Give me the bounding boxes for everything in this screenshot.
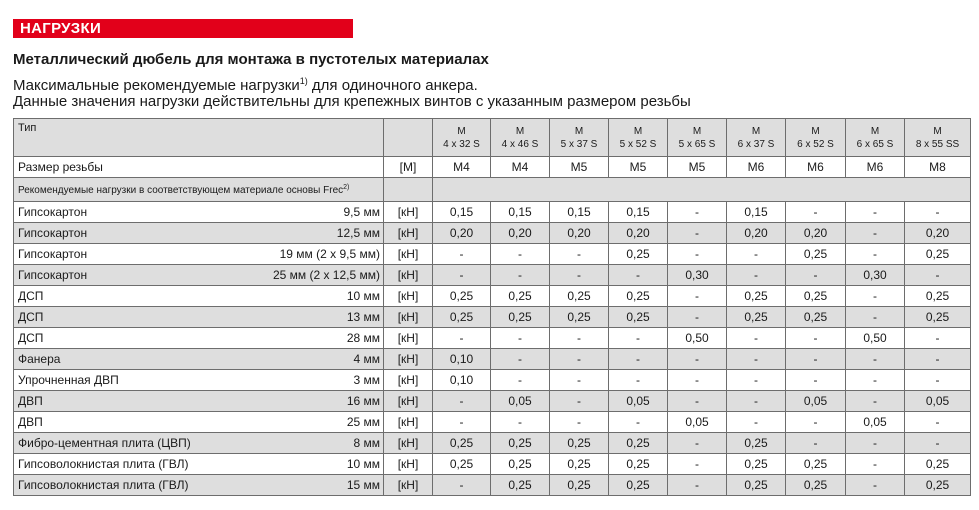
material-thickness: 15 мм (346, 478, 380, 492)
load-value: 0,05 (786, 391, 846, 412)
load-value: - (786, 412, 846, 433)
load-value: - (668, 202, 727, 223)
material-cell (14, 475, 384, 496)
load-unit: [кН] (384, 349, 433, 370)
material-name: Гипсокартон (18, 268, 88, 282)
load-value: - (727, 265, 786, 286)
material-thickness: 12,5 мм (336, 226, 380, 240)
footnote-marker-2: 2) (343, 184, 350, 191)
banner-title: НАГРУЗКИ (20, 20, 102, 37)
material-cell (14, 391, 384, 412)
load-table (13, 118, 971, 496)
material-cell (14, 223, 384, 244)
load-unit: [кН] (384, 223, 433, 244)
load-value: 0,25 (727, 454, 786, 475)
product-size: 8 x 55 SS (915, 138, 960, 150)
product-header (727, 119, 786, 157)
page-title: Металлический дюбель для монтажа в пустотелых материалах (13, 51, 489, 68)
load-unit: [кН] (384, 286, 433, 307)
table-row (14, 202, 971, 223)
table-row (14, 454, 971, 475)
load-value: - (491, 244, 550, 265)
material-thickness: 13 мм (346, 310, 380, 324)
load-value: 0,25 (491, 475, 550, 496)
material-name: Гипсоволокнистая плита (ГВЛ) (18, 478, 189, 492)
load-value: 0,05 (609, 391, 668, 412)
load-value: 0,05 (905, 391, 971, 412)
load-value: 0,25 (786, 286, 846, 307)
load-value: 0,25 (491, 433, 550, 454)
product-series: M (751, 125, 761, 137)
product-series: M (633, 125, 643, 137)
thread-size: M4 (433, 157, 491, 178)
product-series: M (933, 125, 942, 137)
load-value: 0,25 (905, 244, 971, 265)
load-value: - (786, 202, 846, 223)
load-value: - (609, 265, 668, 286)
material-thickness: 25 мм (2 x 12,5 мм) (272, 268, 380, 282)
thread-size: M8 (905, 157, 971, 178)
load-value: - (846, 433, 905, 454)
thread-size: M6 (846, 157, 905, 178)
product-size: 6 x 37 S (737, 138, 775, 150)
product-series: M (574, 125, 584, 137)
load-value: - (433, 391, 491, 412)
product-series: M (692, 125, 702, 137)
material-cell (14, 307, 384, 328)
material-cell (14, 349, 384, 370)
product-size: 5 x 52 S (619, 138, 657, 150)
load-value: 0,05 (846, 412, 905, 433)
load-value: - (668, 370, 727, 391)
load-value: 0,10 (433, 370, 491, 391)
material-name: ДСП (18, 289, 44, 303)
load-value: - (433, 328, 491, 349)
load-value: - (433, 244, 491, 265)
load-value: 0,10 (433, 349, 491, 370)
load-value: - (786, 328, 846, 349)
load-value: - (727, 244, 786, 265)
load-unit: [кН] (384, 307, 433, 328)
load-value: 0,05 (668, 412, 727, 433)
material-cell (14, 454, 384, 475)
material-name: Гипсоволокнистая плита (ГВЛ) (18, 457, 189, 471)
load-value: 0,25 (786, 244, 846, 265)
material-thickness: 3 мм (353, 373, 380, 387)
thread-size: M6 (786, 157, 846, 178)
load-value: - (491, 412, 550, 433)
section-banner (13, 19, 353, 38)
load-value: - (491, 265, 550, 286)
thread-size: M4 (491, 157, 550, 178)
load-value: 0,25 (786, 454, 846, 475)
load-value: 0,50 (668, 328, 727, 349)
material-name: Упрочненная ДВП (18, 373, 119, 387)
product-size: 6 x 52 S (797, 138, 834, 150)
load-value: - (905, 202, 971, 223)
product-size: 5 x 65 S (678, 138, 716, 150)
table-row (14, 265, 971, 286)
product-series: M (870, 125, 880, 137)
load-value: - (491, 328, 550, 349)
table-row (14, 286, 971, 307)
material-name: ДВП (18, 415, 43, 429)
load-value: 0,25 (550, 475, 609, 496)
load-value: 0,25 (727, 307, 786, 328)
load-value: - (727, 412, 786, 433)
load-unit: [кН] (384, 412, 433, 433)
load-unit: [кН] (384, 328, 433, 349)
product-size: 4 x 46 S (501, 138, 539, 150)
material-cell (14, 286, 384, 307)
load-value: - (786, 433, 846, 454)
table-row (14, 433, 971, 454)
load-value: 0,25 (727, 286, 786, 307)
load-value: - (433, 265, 491, 286)
load-value: - (668, 391, 727, 412)
type-header: Тип (14, 119, 384, 157)
product-header (905, 119, 971, 157)
header-row (14, 119, 971, 157)
load-value: 0,20 (433, 223, 491, 244)
load-value: - (846, 454, 905, 475)
load-value: 0,15 (727, 202, 786, 223)
load-value: 0,15 (433, 202, 491, 223)
material-thickness: 9,5 мм (343, 205, 380, 219)
load-value: - (550, 244, 609, 265)
load-value: 0,25 (905, 307, 971, 328)
product-header (846, 119, 905, 157)
load-value: - (550, 328, 609, 349)
section-note-unit-empty (384, 178, 433, 202)
material-thickness: 25 мм (346, 415, 380, 429)
load-unit: [кН] (384, 391, 433, 412)
load-value: 0,25 (491, 286, 550, 307)
material-cell (14, 265, 384, 286)
load-value: 0,25 (727, 475, 786, 496)
material-cell (14, 202, 384, 223)
load-value: 0,20 (491, 223, 550, 244)
material-thickness: 16 мм (346, 394, 380, 408)
load-value: 0,25 (491, 454, 550, 475)
load-value: - (433, 412, 491, 433)
load-value: - (550, 370, 609, 391)
material-name: Гипсокартон (18, 205, 88, 219)
thread-row (14, 157, 971, 178)
load-value: - (668, 223, 727, 244)
load-value: - (846, 475, 905, 496)
load-value: - (727, 391, 786, 412)
validity-note: Данные значения нагрузки действительны для крепежных винтов с указанным размером резьбы (13, 93, 691, 110)
load-value: - (846, 223, 905, 244)
product-series: M (457, 125, 466, 137)
load-value: - (550, 391, 609, 412)
load-value: 0,25 (433, 307, 491, 328)
product-header (550, 119, 609, 157)
material-name: ДСП (18, 331, 44, 345)
load-value: - (905, 328, 971, 349)
load-value: 0,25 (550, 307, 609, 328)
load-value: - (609, 412, 668, 433)
subtitle-text: Максимальные рекомендуемые нагрузки (13, 77, 300, 94)
load-value: - (846, 370, 905, 391)
load-value: 0,20 (727, 223, 786, 244)
load-value: 0,25 (609, 286, 668, 307)
load-value: - (668, 349, 727, 370)
material-name: Фанера (18, 352, 61, 366)
load-value: - (668, 307, 727, 328)
load-value: 0,15 (491, 202, 550, 223)
load-value: 0,25 (550, 454, 609, 475)
load-value: - (433, 475, 491, 496)
thread-size: M5 (668, 157, 727, 178)
load-value: 0,25 (609, 244, 668, 265)
load-value: 0,25 (609, 454, 668, 475)
section-note-text: Рекомендуемые нагрузки в соответствующем материале основы Frec (18, 185, 344, 196)
load-value: - (786, 265, 846, 286)
load-value: 0,25 (433, 286, 491, 307)
load-value: - (491, 349, 550, 370)
load-value: - (846, 202, 905, 223)
section-note (14, 178, 384, 202)
subtitle (13, 72, 478, 95)
load-value: - (668, 433, 727, 454)
load-value: - (609, 328, 668, 349)
load-value: - (727, 328, 786, 349)
load-value: 0,20 (609, 223, 668, 244)
load-value: - (668, 286, 727, 307)
load-value: - (905, 349, 971, 370)
load-value: 0,25 (727, 433, 786, 454)
load-value: 0,25 (609, 307, 668, 328)
load-value: 0,20 (905, 223, 971, 244)
load-unit: [кН] (384, 433, 433, 454)
load-value: - (727, 370, 786, 391)
load-value: 0,25 (491, 307, 550, 328)
product-header (668, 119, 727, 157)
load-value: 0,15 (609, 202, 668, 223)
load-value: 0,25 (905, 475, 971, 496)
load-value: 0,25 (905, 454, 971, 475)
load-value: 0,25 (550, 433, 609, 454)
material-name: Гипсокартон (18, 226, 88, 240)
load-value: - (846, 286, 905, 307)
load-value: 0,25 (905, 286, 971, 307)
load-value: - (550, 412, 609, 433)
load-unit: [кН] (384, 202, 433, 223)
product-header (433, 119, 491, 157)
load-value: - (609, 349, 668, 370)
load-value: 0,30 (846, 265, 905, 286)
material-cell (14, 412, 384, 433)
unit-header-empty (384, 119, 433, 157)
load-unit: [кН] (384, 265, 433, 286)
table-row (14, 223, 971, 244)
product-header (609, 119, 668, 157)
material-cell (14, 328, 384, 349)
table-row (14, 370, 971, 391)
load-unit: [кН] (384, 454, 433, 475)
load-value: 0,25 (609, 475, 668, 496)
material-cell (14, 370, 384, 391)
load-value: - (846, 391, 905, 412)
load-value: 0,15 (550, 202, 609, 223)
section-note-fill (433, 178, 971, 202)
table-row (14, 328, 971, 349)
thread-size: M6 (727, 157, 786, 178)
thread-label: Размер резьбы (14, 157, 384, 178)
product-size: 5 x 37 S (560, 138, 598, 150)
material-name: ДСП (18, 310, 44, 324)
table-row (14, 349, 971, 370)
load-value: - (668, 475, 727, 496)
material-name: Гипсокартон (18, 247, 88, 261)
load-value: - (609, 370, 668, 391)
load-value: - (905, 412, 971, 433)
load-value: 0,20 (786, 223, 846, 244)
section-note-row (14, 178, 971, 202)
table-row (14, 475, 971, 496)
load-value: - (905, 265, 971, 286)
product-size: 6 x 65 S (856, 138, 894, 150)
load-value: 0,25 (550, 286, 609, 307)
load-value: 0,20 (550, 223, 609, 244)
load-value: 0,25 (433, 454, 491, 475)
thread-size: M5 (550, 157, 609, 178)
product-series: M (811, 125, 820, 137)
load-value: - (846, 349, 905, 370)
product-size: 4 x 32 S (443, 138, 480, 150)
product-series: M (515, 125, 525, 137)
material-thickness: 19 мм (2 x 9,5 мм) (279, 247, 380, 261)
load-value: - (668, 454, 727, 475)
load-value: - (846, 244, 905, 265)
material-thickness: 4 мм (353, 352, 380, 366)
load-value: - (550, 349, 609, 370)
product-header (491, 119, 550, 157)
load-value: 0,05 (491, 391, 550, 412)
footnote-marker-1: 1) (299, 76, 308, 86)
material-cell (14, 244, 384, 265)
table-row (14, 244, 971, 265)
material-thickness: 10 мм (346, 457, 380, 471)
material-name: ДВП (18, 394, 43, 408)
load-value: - (668, 244, 727, 265)
load-value: - (550, 265, 609, 286)
load-value: - (786, 370, 846, 391)
table-row (14, 307, 971, 328)
load-unit: [кН] (384, 244, 433, 265)
product-header (786, 119, 846, 157)
load-value: 0,30 (668, 265, 727, 286)
load-value: 0,25 (786, 475, 846, 496)
load-value: 0,25 (433, 433, 491, 454)
load-unit: [кН] (384, 475, 433, 496)
material-name: Фибро-цементная плита (ЦВП) (18, 436, 191, 450)
load-value: 0,50 (846, 328, 905, 349)
material-thickness: 28 мм (346, 331, 380, 345)
load-value: 0,25 (609, 433, 668, 454)
material-thickness: 10 мм (346, 289, 380, 303)
table-row (14, 412, 971, 433)
thread-unit: [М] (384, 157, 433, 178)
subtitle-tail: для одиночного анкера. (307, 77, 478, 94)
material-thickness: 8 мм (353, 436, 380, 450)
load-value: 0,25 (786, 307, 846, 328)
load-value: - (905, 433, 971, 454)
table-row (14, 391, 971, 412)
material-cell (14, 433, 384, 454)
load-unit: [кН] (384, 370, 433, 391)
load-value: - (491, 370, 550, 391)
load-value: - (905, 370, 971, 391)
thread-size: M5 (609, 157, 668, 178)
load-value: - (846, 307, 905, 328)
load-value: - (786, 349, 846, 370)
load-value: - (727, 349, 786, 370)
